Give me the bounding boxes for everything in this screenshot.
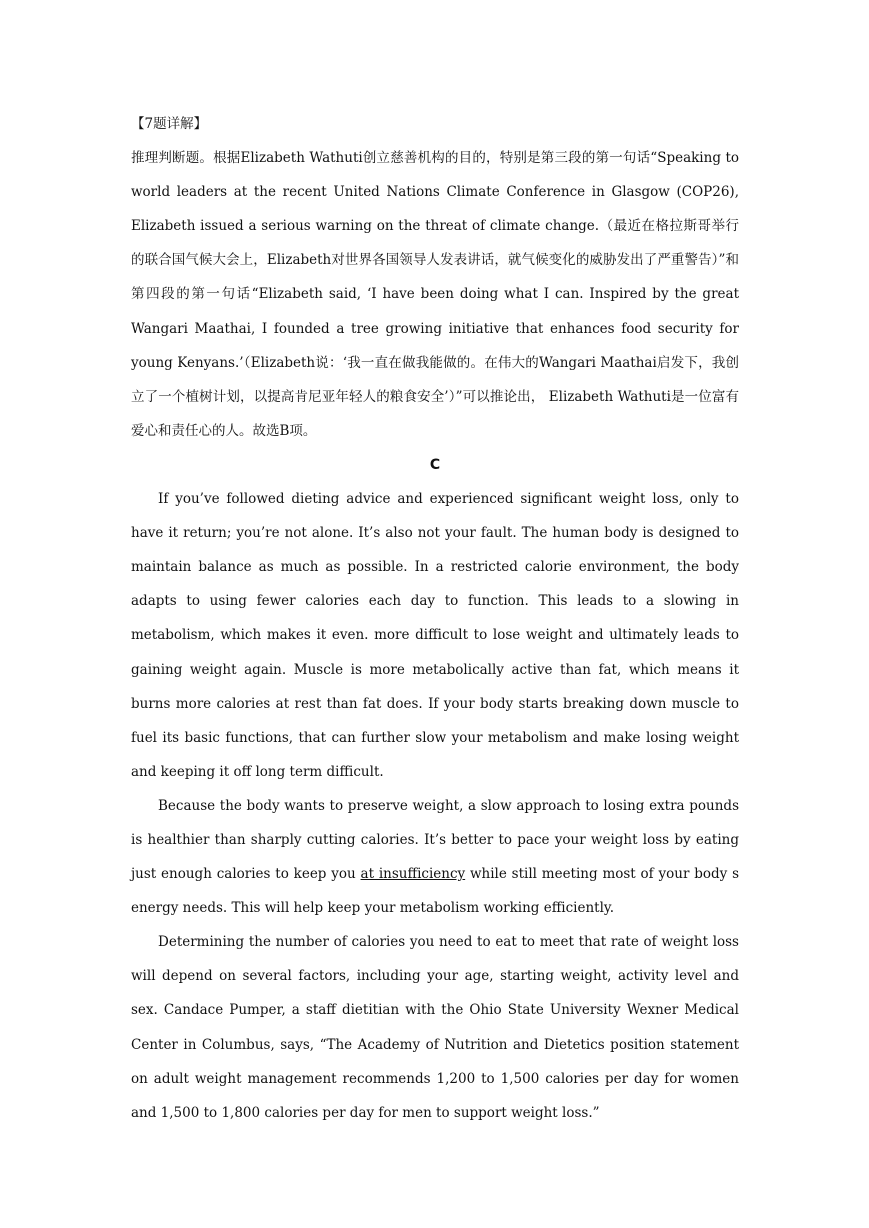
explanation-body: 推理判断题。根据Elizabeth Wathuti创立慈善机构的目的，特别是第三段的第一句话“Speaking to world leaders at the recent United Nations Climate Conference in Glasgow (COP26), Elizabeth issued a serious warning on the threat of climate change.（最近在格拉斯哥举行的联合国气候大会上，Elizabeth对世界各国领导人发表讲话，就气候变化的威胁发出了严重警告）”和第四段的第一句话“Elizabeth said, ‘I have been doing what I can. Inspired by the great Wangari Maathai, I founded a tree growing initiative that enhances food security for young Kenyans.’（Elizabeth说：‘我一直在做我能做的。在伟大的Wangari Maathai启发下，我创立了一个植树计划，以提高肯尼亚年轻人的粮食安全’）”可以推论出， Elizabeth Wathuti是一位富有爱心和责任心的人。故选B项。: [131, 150, 739, 439]
passage-paragraph-3: Determining the number of calories you need to eat to meet that rate of weight loss will depend on several factors, including your age, starting weight, activity level and sex. Candace Pumper, a staff dietitian with the Ohio State University Wexner Medical Center in Columbus, says, “The Academy of Nutrition and Dietetics position statement on adult weight management recommends 1,200 to 1,500 calories per day for women and 1,500 to 1,800 calories per day for men to support weight loss.”: [131, 934, 739, 1121]
explanation-heading: 【7题详解】: [131, 116, 208, 132]
paragraph-2-text-after: while still meeting most of your body s energy needs. This will help keep your metabolism working efficiently.: [131, 866, 740, 917]
passage-paragraph-1: If you’ve followed dieting advice and experienced significant weight loss, only to have it return; you’re not alone. It’s also not your fault. The human body is designed to maintain balance as much as possible. In a restricted calorie environment, the body adapts to using fewer calories each day to function. This leads to a slowing in metabolism, which makes it even. more difficult to lose weight and ultimately leads to gaining weight again. Muscle is more metabolically active than fat, which means it burns more calories at rest than fat does. If your body starts breaking down muscle to fuel its basic functions, that can further slow your metabolism and make losing weight and keeping it off long term difficult.: [131, 491, 739, 780]
passage-paragraph-2: [131, 789, 739, 925]
document-page: [131, 107, 739, 1130]
paragraph-2-text-before: Because the body wants to preserve weight, a slow approach to losing extra pounds is healthier than sharply cutting calories. It’s better to pace your weight loss by eating just enough calories to keep you: [131, 797, 739, 883]
underlined-phrase: at insufficiency: [360, 866, 466, 883]
section-letter: C: [429, 456, 441, 473]
